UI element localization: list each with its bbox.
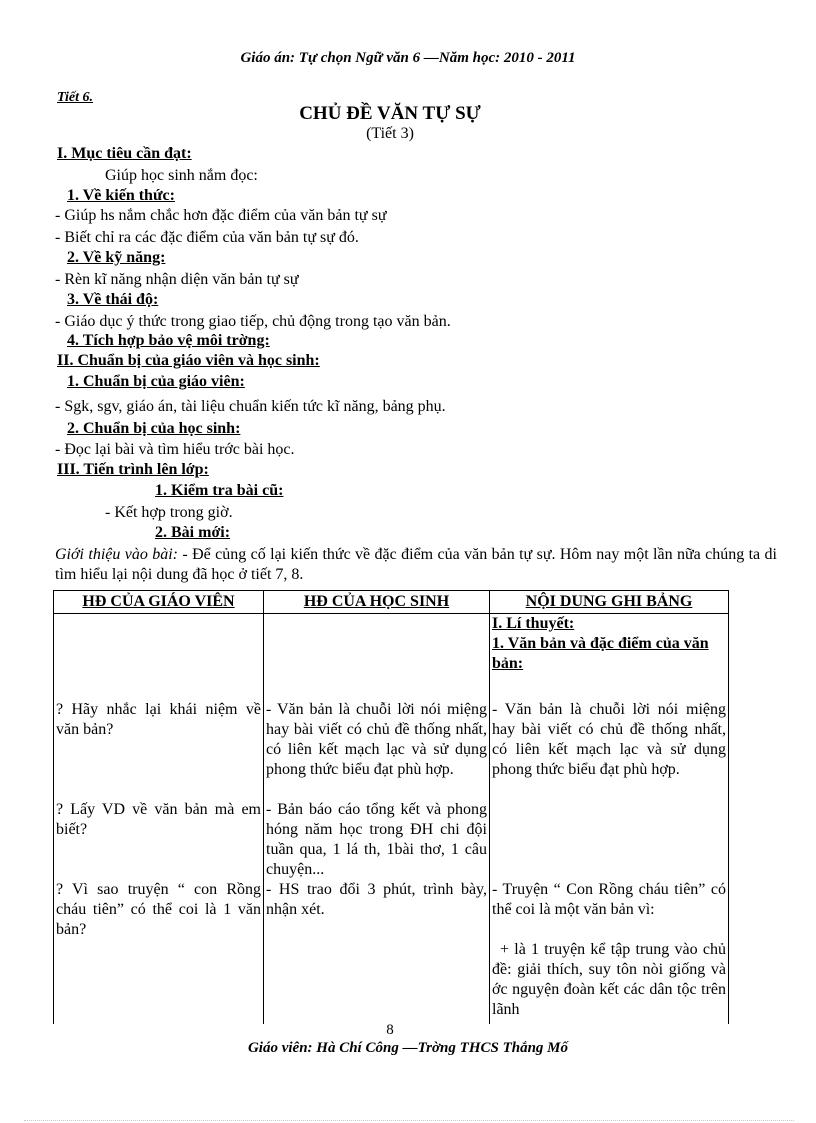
board-section-heading: I. Lí thuyết:: [492, 615, 575, 632]
new-lesson-heading: 2. Bài mới:: [155, 524, 231, 541]
procedure-heading: III. Tiến trình lên lớp:: [57, 461, 209, 478]
intro-text: - Để củng cố lại kiến thức về đặc điểm của văn bản tự sự. Hôm nay một lần nữa chúng ta di tìm hiểu lại nội dung đã học ở tiết 7, 8.: [55, 546, 777, 583]
column-header-student: HĐ CỦA HỌC SINH: [264, 591, 490, 614]
board-subsection-heading: 1. Văn bản và đặc điểm của văn bản:: [492, 635, 709, 672]
board-note: + là 1 truyện kể tập trung vào chủ đề: giải thích, suy tôn nòi giống và ớc nguyện đoàn kết các dân tộc trên lãnh: [492, 941, 726, 1018]
teacher-prep-heading: 1. Chuẩn bị của giáo viên:: [67, 373, 245, 390]
board-note: - Văn bản là chuỗi lời nói miệng hay bài viết có chủ đề thống nhất, có liên kết mạch lạc và sử dụng phong thức biểu đạt phù hợp.: [492, 701, 726, 778]
objectives-lead: Giúp học sinh nắm đọc:: [105, 167, 258, 184]
skill-heading: 2. Về kỹ năng:: [67, 249, 166, 266]
lesson-introduction: [55, 545, 777, 585]
teacher-question: ? Lấy VD về văn bản mà em biết?: [56, 801, 261, 838]
column-header-teacher: HĐ CỦA GIÁO VIÊN: [54, 591, 264, 614]
teacher-question: ? Vì sao truyện “ con Rồng cháu tiên” có thể coi là 1 văn bản?: [56, 881, 261, 938]
student-answer: - Bản báo cáo tổng kết và phong hóng năm học trong ĐH chi đội tuần qua, 1 lá th, 1bài thơ, 1 câu chuyện...: [266, 801, 487, 878]
lesson-label: Tiết 6.: [57, 90, 94, 105]
board-note: - Truyện “ Con Rồng cháu tiên” có thể coi là một văn bản vì:: [492, 881, 726, 918]
teacher-question: ? Hãy nhắc lại khái niệm về văn bản?: [56, 701, 261, 738]
attitude-heading: 3. Về thái độ:: [67, 291, 159, 308]
page-number: 8: [386, 1022, 394, 1038]
attitude-item: - Giáo dục ý thức trong giao tiếp, chủ động trong tạo văn bản.: [55, 313, 451, 330]
teacher-prep-items: - Sgk, sgv, giáo án, tài liệu chuẩn kiến tức kĩ năng, bảng phụ.: [55, 398, 446, 415]
preparation-heading: II. Chuẩn bị của giáo viên và học sinh:: [57, 352, 320, 369]
intro-label: Giới thiệu vào bài:: [55, 546, 179, 563]
knowledge-item: - Giúp hs nắm chắc hơn đặc điểm của văn bản tự sự: [55, 207, 387, 224]
student-prep-items: - Đọc lại bài và tìm hiểu trớc bài học.: [55, 441, 295, 458]
board-content-cell: [490, 614, 729, 1025]
check-text: - Kết hợp trong giờ.: [105, 504, 233, 521]
knowledge-item: - Biết chỉ ra các đặc điểm của văn bản tự sự đó.: [55, 229, 359, 246]
column-header-board: NỘI DUNG GHI BẢNG: [490, 591, 729, 614]
check-heading: 1. Kiểm tra bài cũ:: [155, 482, 284, 499]
environment-heading: 4. Tích hợp bảo vệ môi trờng:: [67, 332, 270, 349]
skill-item: - Rèn kĩ năng nhận diện văn bản tự sự: [55, 271, 299, 288]
document-subtitle: (Tiết 3): [366, 125, 414, 142]
student-answer: - Văn bản là chuỗi lời nói miệng hay bài viết có chủ đề thống nhất, có liên kết mạch lạc và sử dụng phong thức biểu đạt phù hợp.: [266, 701, 487, 778]
page-footer: Giáo viên: Hà Chí Công —Trờng THCS Thắng Mố: [247, 1040, 569, 1056]
page-bottom-divider: [24, 1120, 794, 1121]
lesson-plan-table: [53, 590, 729, 1024]
teacher-activity-cell: [54, 614, 264, 1025]
document-title: CHỦ ĐỀ VĂN TỰ SỰ: [299, 103, 481, 124]
knowledge-heading: 1. Về kiến thức:: [67, 187, 175, 204]
student-prep-heading: 2. Chuẩn bị của học sinh:: [67, 420, 241, 437]
objectives-heading: I. Mục tiêu cần đạt:: [57, 145, 192, 162]
student-activity-cell: [264, 614, 490, 1025]
student-answer: - HS trao đổi 3 phút, trình bày, nhận xét.: [266, 881, 487, 918]
page-header: Giáo án: Tự chọn Ngữ văn 6 —Năm học: 2010 - 2011: [240, 50, 576, 66]
